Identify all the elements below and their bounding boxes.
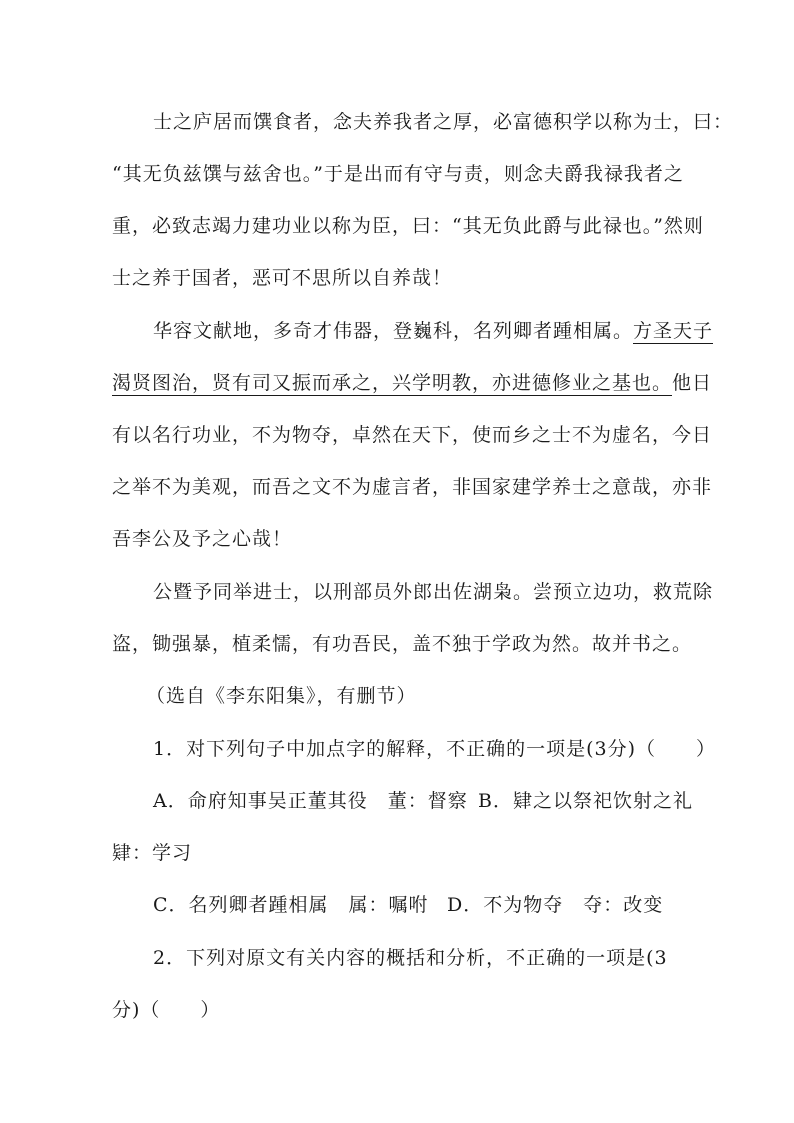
paragraph-2-line-1	[153, 318, 713, 344]
question-2-stem: 2．下列对原文有关内容的概括和分析，不正确的一项是(3	[153, 947, 668, 969]
paragraph-2-line-4: 之举不为美观，而吾之文不为虚言者，非国家建学养士之意哉，亦非	[112, 476, 713, 498]
paragraph-1-line-2: “其无负兹馔与兹舍也。”于是出而有守与责，则念夫爵我禄我者之	[112, 163, 684, 185]
question-1-option-b: B．肄之以祭祀饮射之礼	[478, 790, 693, 812]
paragraph-2-line-2-text: 他日	[672, 372, 713, 394]
question-1-stem: 1．对下列句子中加点字的解释，不正确的一项是(3分)（ ）	[153, 738, 717, 760]
paragraph-1-line-4: 士之养于国者，恶可不思所以自养哉！	[112, 267, 453, 289]
paragraph-3-line-2: 盗，锄强暴，植柔懦，有功吾民，盖不独于学政为然。故并书之。	[112, 633, 693, 655]
question-1-option-b-gloss: 肄：学习	[112, 842, 193, 864]
paragraph-2-line-5: 吾李公及予之心哉！	[112, 528, 293, 550]
underlined-sentence-part-1: 方圣天子	[633, 320, 714, 342]
paragraph-1-line-3: 重，必致志竭力建功业以称为臣，曰：“其无负此爵与此禄也。”然则	[112, 215, 704, 237]
paragraph-1-line-1: 士之庐居而馔食者，念夫养我者之厚，必富德积学以称为士，曰：	[153, 111, 734, 133]
question-1-option-d: D．不为物夺 夺：改变	[447, 894, 664, 916]
question-1-option-c: C．名列卿者踵相属 属：嘱咐	[153, 894, 429, 916]
underlined-sentence-part-2: 渴贤图治，贤有司又振而承之，兴学明教，亦进德修业之基也。	[112, 372, 673, 394]
paragraph-2-line-2	[112, 370, 712, 396]
paragraph-2-line-3: 有以名行功业，不为物夺，卓然在天下，使而乡之士不为虚名，今日	[112, 424, 713, 446]
question-2-stem-cont: 分)（ ）	[112, 999, 221, 1021]
source-note: （选自《李东阳集》，有删节）	[146, 685, 417, 707]
question-1-option-a: A．命府知事吴正董其役 董：督察	[153, 790, 468, 812]
paragraph-2-line-1-text: 华容文献地，多奇才伟器，登巍科，名列卿者踵相属。	[153, 320, 634, 342]
paragraph-3-line-1: 公暨予同举进士，以刑部员外郎出佐湖枭。尝预立边功，救荒除	[153, 581, 714, 603]
